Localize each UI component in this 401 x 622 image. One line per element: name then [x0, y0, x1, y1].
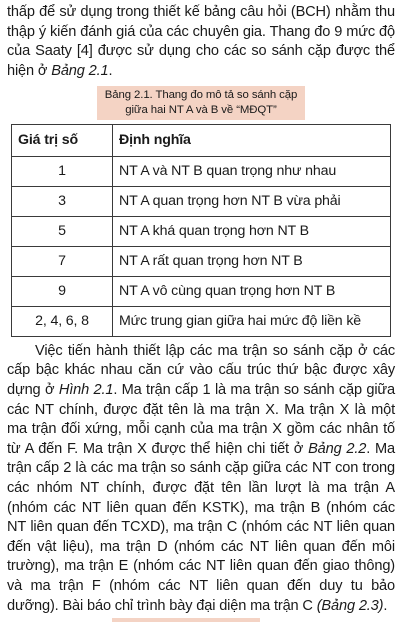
table-header-row [12, 124, 391, 156]
body-text-1: Việc tiến hành thiết lập các ma trận so sánh cặp ở các cấp bậc khác nhau căn cứ vào cấu trúc thứ bậc được xây dựng ở [7, 342, 395, 398]
table-row [12, 306, 391, 336]
table-row [12, 216, 391, 246]
table-cell-value: 7 [12, 246, 113, 276]
header-definition: Định nghĩa [113, 124, 391, 156]
caption-line-2: giữa hai NT A và B về “MĐQT” [125, 103, 277, 116]
intro-text: thấp để sử dụng trong thiết kế bảng câu hỏi (BCH) nhằm thu thập ý kiến đánh giá của các chuyên gia. Thang đo 9 mức độ của Saaty [4] được sử dụng cho các so sánh cặp được thể hiện ở [7, 4, 395, 79]
intro-text-end: . [108, 62, 113, 79]
table-cell-value: 1 [12, 156, 113, 186]
table-cell-definition: NT A và NT B quan trọng như nhau [113, 156, 391, 186]
table-row [12, 186, 391, 216]
figure-reference: Hình 2.1 [58, 381, 114, 398]
table-caption [97, 86, 305, 119]
intro-table-reference: Bảng 2.1 [51, 62, 109, 79]
table-cell-definition: Mức trung gian giữa hai mức độ liền kề [113, 306, 391, 336]
table-cell-value: 2, 4, 6, 8 [12, 306, 113, 336]
table-cell-definition: NT A khá quan trọng hơn NT B [113, 216, 391, 246]
table-cell-value: 3 [12, 186, 113, 216]
table-row [12, 246, 391, 276]
body-text-2: . Ma trận cấp 1 là ma trận so sánh cặp giữa các NT chính, được đặt tên là ma trận X. Ma trận X là một ma trận đối xứng, mỗi cạnh của ma trận X gồm các nhân tố từ A đến F. Ma trận X được thể hiện chi tiết ở [7, 381, 396, 457]
table-2-2-reference: Bảng 2.2 [308, 440, 367, 457]
body-text-3: . Ma trận cấp 2 là các ma trận so sánh cặp giữa các NT con trong các nhóm NT chính, được đặt tên lần lượt là ma trận A (nhóm các NT liên quan đến KSTK), ma trận B (nhóm các NT liên quan đến TCXD), ma trận C (nhóm các NT liên quan đến vật liệu), ma trận D (nhóm các NT liên quan đến môi trường), ma trận E (nhóm các NT liên quan đến giao thông) và ma trận F (nhóm các NT liên quan đến duy tu bảo dưỡng). Bài báo chỉ trình bày đại diện ma trận C [7, 440, 395, 614]
table-row [12, 276, 391, 306]
caption-line-1: Bảng 2.1. Thang đo mô tả so sánh cặp [104, 89, 298, 102]
body-text-4: . [383, 597, 388, 614]
table-2-3-reference: (Bảng 2.3) [316, 597, 384, 614]
table-cell-definition: NT A rất quan trọng hơn NT B [113, 246, 391, 276]
table-row [12, 156, 391, 186]
intro-paragraph [7, 3, 395, 81]
header-numeric-value: Giá trị số [12, 124, 113, 156]
table-cell-definition: NT A vô cùng quan trọng hơn NT B [113, 276, 391, 306]
table-cell-value: 5 [12, 216, 113, 246]
table-cell-definition: NT A quan trọng hơn NT B vừa phải [113, 186, 391, 216]
body-paragraph [7, 342, 395, 616]
table-cell-value: 9 [12, 276, 113, 306]
saaty-scale-table [11, 124, 391, 337]
next-caption-strip [112, 618, 260, 622]
